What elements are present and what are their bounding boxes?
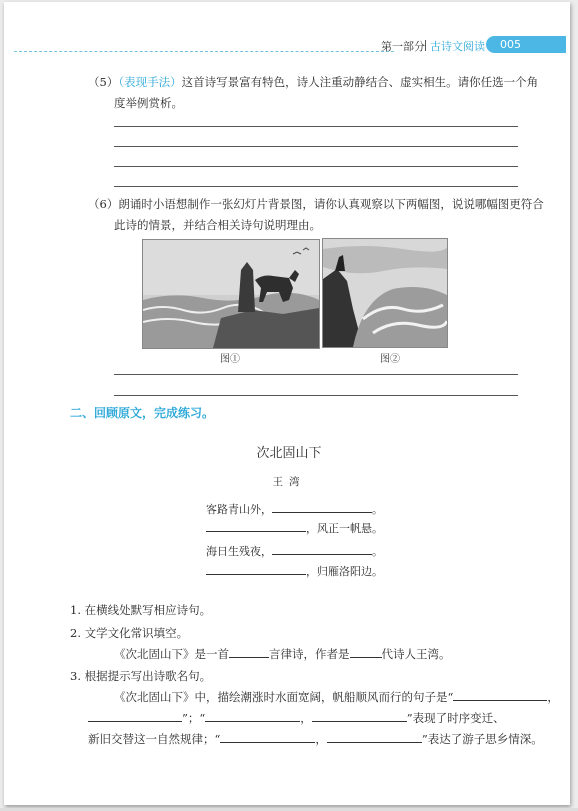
fill-blank[interactable] — [206, 521, 306, 532]
header-divider — [425, 40, 426, 51]
fill-blank[interactable] — [453, 690, 547, 701]
illustration-2 — [322, 238, 448, 348]
task-2: 2. 文学文化常识填空。 — [70, 626, 189, 640]
q5-number: （5） — [88, 75, 119, 89]
answer-line[interactable] — [114, 166, 518, 167]
q5-text-line2: 度举例赏析。 — [114, 96, 183, 110]
poem-line-2: ，风正一帆悬。 — [206, 520, 383, 536]
q5-text: 这首诗写景富有特色，诗人注重动静结合、虚实相生。请你任选一个角 — [181, 75, 539, 89]
task-3: 3. 根据提示写出诗歌名句。 — [70, 669, 212, 683]
illustration-2-caption: 图② — [380, 354, 400, 365]
answer-line[interactable] — [114, 374, 518, 375]
task-3-fill-line2: ”；“ ， ”表现了时序变迁、 — [88, 710, 505, 726]
poem-author: 王湾 — [272, 476, 306, 488]
poem-line-4: ，归雁洛阳边。 — [206, 563, 383, 579]
answer-line[interactable] — [114, 126, 518, 127]
poem-line-1: 客路青山外， 。 — [206, 503, 383, 516]
illustration-1-caption: 图① — [220, 354, 240, 365]
page-number: 005 — [500, 38, 521, 51]
poem-title: 次北固山下 — [256, 446, 322, 461]
page-number-badge — [486, 36, 566, 53]
poem-line-3: 海日生残夜， 。 — [206, 545, 383, 558]
illustration-1 — [142, 239, 320, 349]
fill-blank[interactable] — [88, 711, 182, 722]
fill-blank[interactable] — [350, 647, 382, 658]
fill-blank[interactable] — [327, 732, 422, 743]
answer-line[interactable] — [114, 395, 518, 396]
answer-line[interactable] — [114, 186, 518, 187]
fill-blank[interactable] — [220, 732, 315, 743]
fill-blank[interactable] — [272, 544, 372, 555]
task-3-fill-line3: 新旧交替这一自然规律；“ ， ”表达了游子思乡情深。 — [88, 732, 543, 746]
task-1: 1. 在横线处默写相应诗句。 — [70, 603, 212, 617]
answer-line[interactable] — [114, 146, 518, 147]
task-2-fill: 《次北固山下》是一首 言律诗，作者是 代诗人王湾。 — [114, 647, 451, 661]
fill-blank[interactable] — [206, 564, 306, 575]
q6-text-line2: 此诗的情景，并结合相关诗句说明理由。 — [114, 218, 321, 232]
fill-blank[interactable] — [272, 502, 372, 513]
header-section: 第一部分 — [381, 40, 425, 53]
q5-tag: （表现手法） — [118, 75, 182, 89]
question-6: （6）朗诵时小语想制作一张幻灯片背景图，请你认真观察以下两幅图，说说哪幅图更符合 — [88, 197, 544, 211]
header-dashed-line — [14, 51, 394, 52]
section-2-heading: 二、回顾原文，完成练习。 — [70, 406, 215, 420]
fill-blank[interactable] — [205, 711, 300, 722]
fill-blank[interactable] — [229, 647, 269, 658]
task-3-fill-line1: 《次北固山下》中，描绘潮涨时水面宽阔，帆船顺风而行的句子是“ ， — [114, 690, 559, 704]
question-5 — [88, 74, 538, 90]
header-chapter: 古诗文阅读 — [430, 40, 485, 53]
fill-blank[interactable] — [312, 711, 407, 722]
